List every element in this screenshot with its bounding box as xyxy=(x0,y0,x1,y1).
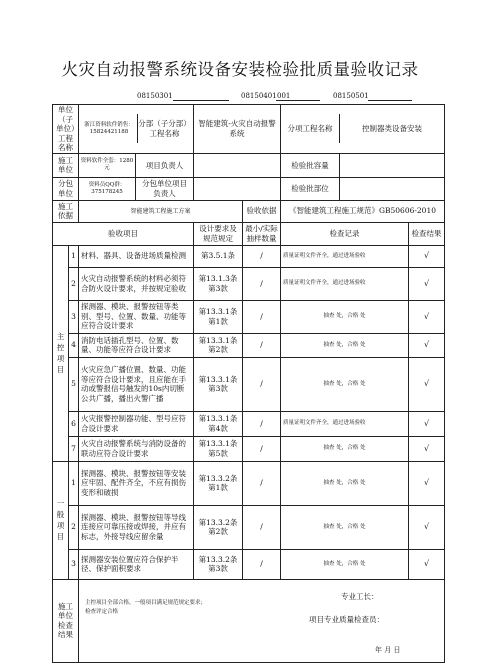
table-row xyxy=(53,505,445,549)
item-name-value: 控制器类设备安装 xyxy=(362,124,423,133)
table-row xyxy=(53,300,445,333)
header-row-3 xyxy=(53,177,445,200)
item-text: 火灾自动报警系统的材料必须符合防火设计要求，并按规定验收 xyxy=(79,267,194,300)
item-sample: / xyxy=(243,411,281,436)
item-record: 抽查 处，合格 处 xyxy=(281,300,409,333)
item-text: 探测器、模块、报警按钮等导线连接应可靠压接或焊接，并应有标志，外接导线应留余量 xyxy=(79,505,194,549)
item-record: 抽查 处，合格 处 xyxy=(281,549,409,579)
item-text: 火灾自动报警系统与消防设备的联动应符合设计要求 xyxy=(79,436,194,461)
sub-project-label: 分部（子分部）工程名称 xyxy=(137,114,191,143)
underline xyxy=(368,100,412,101)
construction-basis-label: 施工依据 xyxy=(53,200,79,222)
item-sample: / xyxy=(243,436,281,461)
item-result: √ xyxy=(409,267,445,300)
item-record: 抽查 处，合格 处 xyxy=(281,505,409,549)
row-number: 3 xyxy=(69,549,79,579)
item-result: √ xyxy=(409,333,445,357)
foreman-label: 专业工长： xyxy=(341,591,379,601)
form-code-1: 08150301 xyxy=(137,92,173,100)
item-spec: 第13.3.2条第3款 xyxy=(194,549,243,579)
row-number: 3 xyxy=(69,300,79,333)
item-sample: / xyxy=(243,333,281,357)
quality-inspector-label: 项目专业质量检查员： xyxy=(309,614,384,624)
item-spec: 第13.3.1条第2款 xyxy=(194,333,243,357)
project-manager-value xyxy=(194,153,281,177)
date-label: 年 月 日 xyxy=(375,645,401,654)
item-sample: / xyxy=(243,505,281,549)
item-text: 探测器、模块、报警按钮等安装应牢固、配件齐全，不应有损伤变形和破损 xyxy=(79,461,194,505)
footer-label: 施工单位检查结果 xyxy=(53,579,79,662)
table-row xyxy=(53,333,445,357)
item-spec: 第13.3.1条第5款 xyxy=(194,436,243,461)
unit-name-value: 浙江资料软件销售：15824421188 分部（子分部）工程名称 xyxy=(79,105,194,154)
row-number: 1 xyxy=(69,461,79,505)
form-codes xyxy=(0,92,480,104)
header-row-1 xyxy=(53,105,445,154)
item-spec: 第13.3.2条第1款 xyxy=(194,461,243,505)
item-spec: 第13.3.2条第2款 xyxy=(194,505,243,549)
item-sample: / xyxy=(243,461,281,505)
table-row xyxy=(53,436,445,461)
unit-name-label: 单位（子单位）工程名称 xyxy=(53,105,79,154)
item-spec: 第13.3.1条第1款 xyxy=(194,300,243,333)
item-record: 质量证明文件齐全，通过进场验收 xyxy=(281,267,409,300)
item-text: 消防电话插孔型号、位置、数量、功能等应符合设计要求 xyxy=(79,333,194,357)
sub-project-manager-value xyxy=(194,177,281,200)
batch-capacity-label: 检验批容量 xyxy=(281,154,340,177)
subcontractor-value: 资料员QQ群：375178245 xyxy=(88,181,126,195)
row-number: 5 xyxy=(69,357,79,411)
table-row xyxy=(53,267,445,300)
subcontractor-label: 分包单位 xyxy=(53,177,79,200)
item-record: 抽查 处，合格 处 xyxy=(281,333,409,357)
form-code-2-suffix: 001 xyxy=(277,92,291,100)
item-record: 抽查 处，合格 处 xyxy=(281,436,409,461)
item-result: √ xyxy=(409,549,445,579)
item-spec: 第13.3.1条第4款 xyxy=(194,411,243,436)
item-record: 质量证明文件齐全，通过进场验收 xyxy=(281,411,409,436)
table-row xyxy=(53,549,445,579)
item-text: 材料、器具、设备进场质量检测 xyxy=(79,245,194,267)
table-row xyxy=(53,357,445,411)
item-result: √ xyxy=(409,461,445,505)
col-design: 设计要求及规范规定 xyxy=(194,222,243,245)
item-result: √ xyxy=(409,436,445,461)
table-row xyxy=(53,245,445,267)
row-number: 4 xyxy=(69,333,79,357)
item-text: 探测器、模块、报警按钮等类别、型号、位置、数量、功能等应符合设计要求 xyxy=(79,300,194,333)
item-result: √ xyxy=(409,245,445,267)
sub-project-manager-label: 分包单位项目负责人 xyxy=(135,178,193,200)
footer-statement-1: 主控项目全部合格，一般项目满足规范规定要求； xyxy=(85,599,207,606)
header-row-2 xyxy=(53,153,445,177)
construction-basis-value: 智能建筑工程施工方案 xyxy=(79,200,243,222)
row-number: 2 xyxy=(69,267,79,300)
main-control-label: 主控项目 xyxy=(53,245,69,461)
item-name-label: 分项工程名称 xyxy=(281,114,340,143)
col-sample: 最小/实际抽样数量 xyxy=(243,222,281,245)
form-code-2: 08150401 xyxy=(241,92,277,100)
underline xyxy=(276,100,320,101)
contractor-label: 施工单位 xyxy=(53,153,79,177)
acceptance-basis-label: 验收依据 xyxy=(243,200,281,222)
header-row-4 xyxy=(53,200,445,222)
item-sample: / xyxy=(243,357,281,411)
item-result: √ xyxy=(409,300,445,333)
item-text: 火灾应急广播位置、数量、功能等应符合设计要求，且应能在手动或警报信号触发的10s内切断公共广播，播出火警广播 xyxy=(79,357,194,411)
form-code-3: 08150501 xyxy=(333,92,369,100)
column-header-row xyxy=(53,222,445,245)
item-spec: 第13.1.3条第3款 xyxy=(194,267,243,300)
table-row xyxy=(53,461,445,505)
item-result: √ xyxy=(409,505,445,549)
table-row xyxy=(53,411,445,436)
row-number: 2 xyxy=(69,505,79,549)
item-text: 火灾报警控制器功能、型号应符合设计要求 xyxy=(79,411,194,436)
row-number: 1 xyxy=(69,245,79,267)
item-result: √ xyxy=(409,411,445,436)
col-record: 检查记录 xyxy=(281,222,409,245)
sub-project-value: 智能建筑-火灾自动报警系统 xyxy=(194,105,281,154)
inspection-form-table xyxy=(52,104,445,663)
row-number: 6 xyxy=(69,411,79,436)
page-title: 火灾自动报警系统设备安装检验批质量验收记录 xyxy=(61,60,419,79)
col-result: 检查结果 xyxy=(409,222,445,245)
item-sample: / xyxy=(243,300,281,333)
item-record: 抽查 处，合格 处 xyxy=(281,357,409,411)
project-manager-label: 项目负责人 xyxy=(135,154,193,177)
footer-row xyxy=(53,579,445,662)
item-spec: 第13.3.1条第3款 xyxy=(194,357,243,411)
item-record: 质量证明文件齐全，通过进场验收 xyxy=(281,245,409,267)
contractor-value: 资料软件全套：1280元 xyxy=(80,158,134,171)
item-spec: 第3.5.1条 xyxy=(194,245,243,267)
acceptance-basis-value: 《智能建筑工程施工规范》GB50606-2010 xyxy=(281,200,445,222)
item-result: √ xyxy=(409,357,445,411)
item-text: 探测器安装位置应符合保护半径、保护面积要求 xyxy=(79,549,194,579)
item-sample: / xyxy=(243,267,281,300)
row-number: 7 xyxy=(69,436,79,461)
underline xyxy=(173,100,229,101)
footer-statement-2: 检查评定合格 xyxy=(85,608,119,615)
col-items: 验收项目 xyxy=(53,222,194,245)
batch-location-label: 检验批部位 xyxy=(281,178,340,200)
item-sample: / xyxy=(243,549,281,579)
general-items-label: 一般项目 xyxy=(53,461,69,579)
item-sample: / xyxy=(243,245,281,267)
item-record: 抽查 处，合格 处 xyxy=(281,461,409,505)
